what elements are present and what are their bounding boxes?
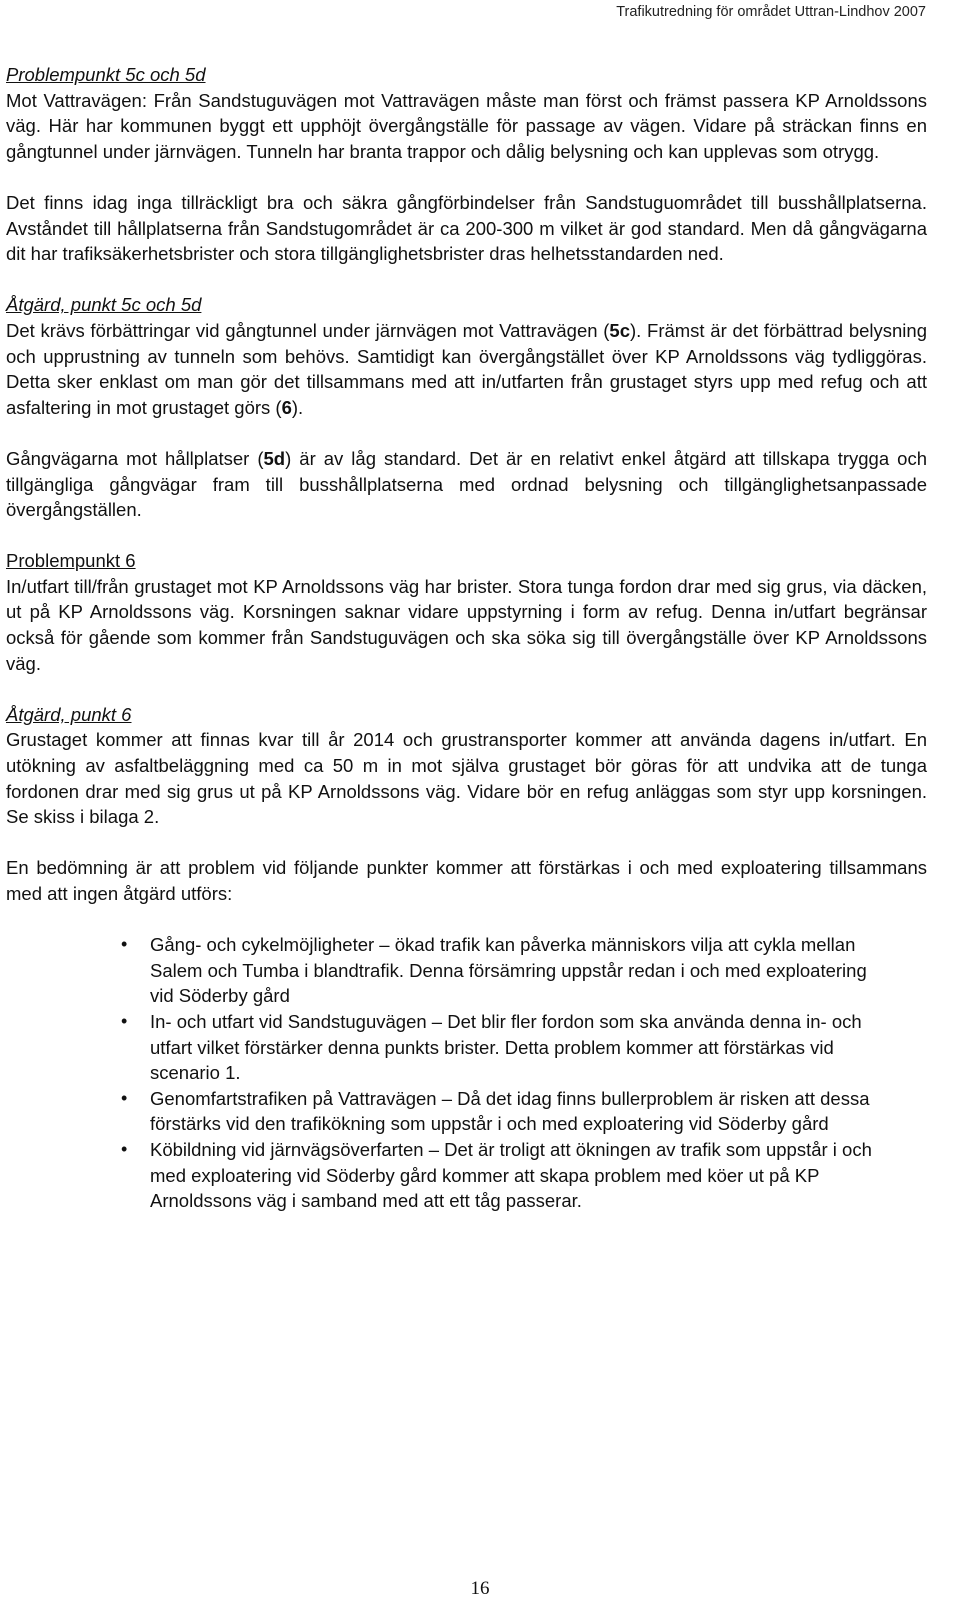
heading-atgard-6: Åtgärd, punkt 6 — [6, 703, 132, 725]
page-header: Trafikutredning för området Uttran-Lindhov 2007 — [616, 4, 926, 20]
heading-problempunkt-5c-5d: Problempunkt 5c och 5d — [6, 64, 206, 85]
document-body — [6, 62, 927, 1214]
heading-problempunkt-6: Problempunkt 6 — [6, 550, 136, 572]
list-item: • In- och utfart vid Sandstuguvägen – Det blir fler fordon som ska använda denna in- och utfart vilket förstärker denna punkts brister. Detta problem kommer att förstärkas vid scenario 1. — [121, 1010, 862, 1084]
assessment-bullet-list — [6, 932, 927, 1214]
bullet-icon: • — [121, 1087, 128, 1108]
paragraph-5cd-description: Mot Vattravägen: Från Sandstuguvägen mot Vattravägen måste man först och främst passera KP Arnoldssons väg. Här har kommunen byggt ett upphöjt övergångställe för passage av vägen. Vidare på sträckan finns en gångtunnel under järnvägen. Tunneln har branta trappor och dålig belysning och kan upplevas som otrygg. — [6, 89, 927, 162]
spacer — [6, 523, 927, 549]
spacer — [6, 676, 927, 702]
list-item: • Köbildning vid järnvägsöverfarten – Det är troligt att ökningen av trafik som uppstår i och med exploatering vid Söderby gård kommer att skapa problem med köer ut på KP Arnoldssons väg i samband med att ett tåg passerar. — [121, 1138, 872, 1212]
bullet-icon: • — [121, 1010, 128, 1031]
spacer — [6, 420, 927, 446]
list-item: • Gång- och cykelmöjligheter – ökad trafik kan påverka människors vilja att cykla mellan Salem och Tumba i blandtrafik. Denna försämring uppstår redan i och med exploatering vid Söderby gård — [121, 934, 867, 1007]
paragraph-5cd-walkways: Det finns idag inga tillräckligt bra och säkra gångförbindelser från Sandstuguområdet till busshållplatserna. Avståndet till hållplatserna från Sandstugområdet är ca 200-300 m vilket är god standard. Men då gångvägarna dit har trafiksäkerhetsbrister och stora tillgänglighetsbrister dras helhetsstandarden ned. — [6, 191, 927, 265]
bullet-icon: • — [121, 934, 128, 955]
bullet-icon: • — [121, 1138, 128, 1159]
page-number: 16 — [470, 1578, 490, 1599]
paragraph-atgard-5d: Gångvägarna mot hållplatser (5d) är av låg standard. Det är en relativt enkel åtgärd att tillskapa trygga och tillgängliga gångvägar fram till busshållplatserna med ordnad belysning och tillgänglighetsanpassade övergångställen. — [6, 447, 927, 521]
spacer — [6, 907, 927, 933]
paragraph-assessment: En bedömning är att problem vid följande punkter kommer att förstärkas i och med exploatering tillsammans med att ingen åtgärd utförs: — [6, 857, 927, 904]
spacer — [6, 267, 927, 293]
heading-atgard-5c-5d: Åtgärd, punkt 5c och 5d — [6, 294, 202, 316]
paragraph-atgard-6: Grustaget kommer att finnas kvar till år 2014 och grustransporter kommer att använda dagens in/utfart. En utökning av asfaltbeläggning med ca 50 m in mot själva grustaget bör göras för att undvika att de tunga fordonen drar med sig grus ut på KP Arnoldssons väg. Vidare bör en refug anläggas som styr upp korsningen. Se skiss i bilaga 2. — [6, 729, 927, 828]
paragraph-atgard-5cd: Det krävs förbättringar vid gångtunnel under järnvägen mot Vattravägen (5c). Främst är det förbättrad belysning och upprustning av tunneln som behövs. Samtidigt kan övergångstället över KP Arnoldssons väg tydliggöras. Detta sker enklast om man gör det tillsammans med att in/utfarten från grustaget styrs upp med refug och att asfaltering in mot grustaget görs (6). — [6, 319, 927, 418]
paragraph-problempunkt-6: In/utfart till/från grustaget mot KP Arnoldssons väg har brister. Stora tunga fordon drar med sig grus, via däcken, ut på KP Arnoldssons väg. Korsningen saknar vidare uppstyrning i form av refug. Denna in/utfart begränsar också för gående som kommer från Sandstuguvägen och ska söka sig till övergångställe över KP Arnoldssons väg. — [6, 575, 927, 674]
spacer — [6, 164, 927, 190]
spacer — [6, 830, 927, 856]
list-item: • Genomfartstrafiken på Vattravägen – Då det idag finns bullerproblem är risken att dessa förstärks vid den trafikökning som uppstår i och med exploatering vid Söderby gård — [121, 1087, 870, 1135]
